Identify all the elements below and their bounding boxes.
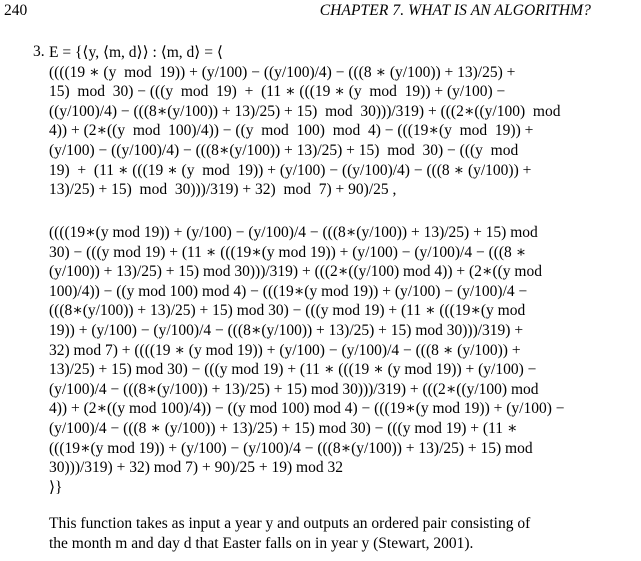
description-paragraph [49,514,609,553]
paragraph-line: This function takes as input a year y and outputs an ordered pair consisting of [49,515,531,532]
paragraph-line: the month m and day d that Easter falls on in year y (Stewart, 2001). [49,534,474,552]
equation-line: 4)) + (2∗((y mod 100)/4)) − ((y mod 100) mod 4) − (((19∗(y mod 19)) + [49,122,534,140]
equation-closing-brace: ⟩} [49,478,63,496]
equation-line: ((((19 ∗ (y mod 19)) + (y/100) − ((y/100)/4) − (((8 ∗ (y/100)) + 13)/25) + [49,63,516,81]
equation-line: 19)) + (y/100) − (y/100)/4 − (((8∗(y/100)) + 13)/25) + 15) mod 30)))/319) + [49,321,524,339]
equation-line: (((19∗(y mod 19)) + (y/100) − (y/100)/4 − (((8∗(y/100)) + 13)/25) + 15) mod [49,439,533,457]
equation-line: 19) + (11 ∗ (((19 ∗ (y mod 19)) + (y/100) − ((y/100)/4) − (((8 ∗ (y/100)) + [49,161,532,179]
equation-line: (y/100)/4 − (((8 ∗ (y/100)) + 13)/25) + 15) mod 30) − (((y mod 19) + (11 ∗ [49,419,518,437]
equation-line: (y/100)) + 13)/25) + 15) mod 30)))/319) + (((2∗((y/100) mod 4)) + (2∗((y mod [49,263,542,281]
equation-line: (((8∗(y/100)) + 13)/25) + 15) mod 30) − (((y mod 19) + (11 ∗ (((19∗(y mod [49,302,526,320]
equation-line: 32) mod 7) + ((((19 ∗ (y mod 19)) + (y/100) − (y/100)/4 − (((8 ∗ (y/100)) + [49,341,521,359]
page-header [4,2,591,22]
list-item-number: 3. [33,43,45,60]
equation-line: 13)/25) + 15) mod 30)))/319) + 32) mod 7) + 90)/25 , [49,181,397,199]
equation-block-1 [49,43,590,200]
equation-line: 30)))/319) + 32) mod 7) + 90)/25 + 19) mod 32 [49,459,343,477]
equation-line: 15) mod 30) − (((y mod 19) + (11 ∗ (((19 ∗ (y mod 19)) + (y/100) − [49,83,506,101]
page-number: 240 [4,2,28,19]
equation-line: 4)) + (2∗((y mod 100)/4)) − ((y mod 100) mod 4) − (((19∗(y mod 19)) + (y/100) − [49,400,565,418]
equation-line: ((y/100)/4) − (((8∗(y/100)) + 13)/25) + 15) mod 30)))/319) + (((2∗((y/100) mod [49,102,561,120]
equation-line: (y/100) − ((y/100)/4) − (((8∗(y/100)) + 13)/25) + 15) mod 30) − (((y mod [49,141,519,159]
equation-block-2 [49,223,590,497]
equation-line: (y/100)/4 − (((8∗(y/100)) + 13)/25) + 15) mod 30)))/319) + (((2∗((y/100) mod [49,380,539,398]
equation-line: E = {⟨y, ⟨m, d⟩⟩ : ⟨m, d⟩ = ⟨ [49,44,223,61]
equation-line: 100)/4)) − ((y mod 100) mod 4) − (((19∗(y mod 19)) + (y/100) − (y/100)/4 − [49,282,528,300]
equation-line: 13)/25) + 15) mod 30) − (((y mod 19) + (11 ∗ (((19 ∗ (y mod 19)) + (y/100) − [49,361,537,379]
equation-line: ((((19∗(y mod 19)) + (y/100) − (y/100)/4 − (((8∗(y/100)) + 13)/25) + 15) mod [49,224,538,241]
equation-line: 30) − (((y mod 19) + (11 ∗ (((19∗(y mod 19)) + (y/100) − (y/100)/4 − (((8 ∗ [49,243,527,261]
running-head: CHAPTER 7. WHAT IS AN ALGORITHM? [319,2,591,19]
